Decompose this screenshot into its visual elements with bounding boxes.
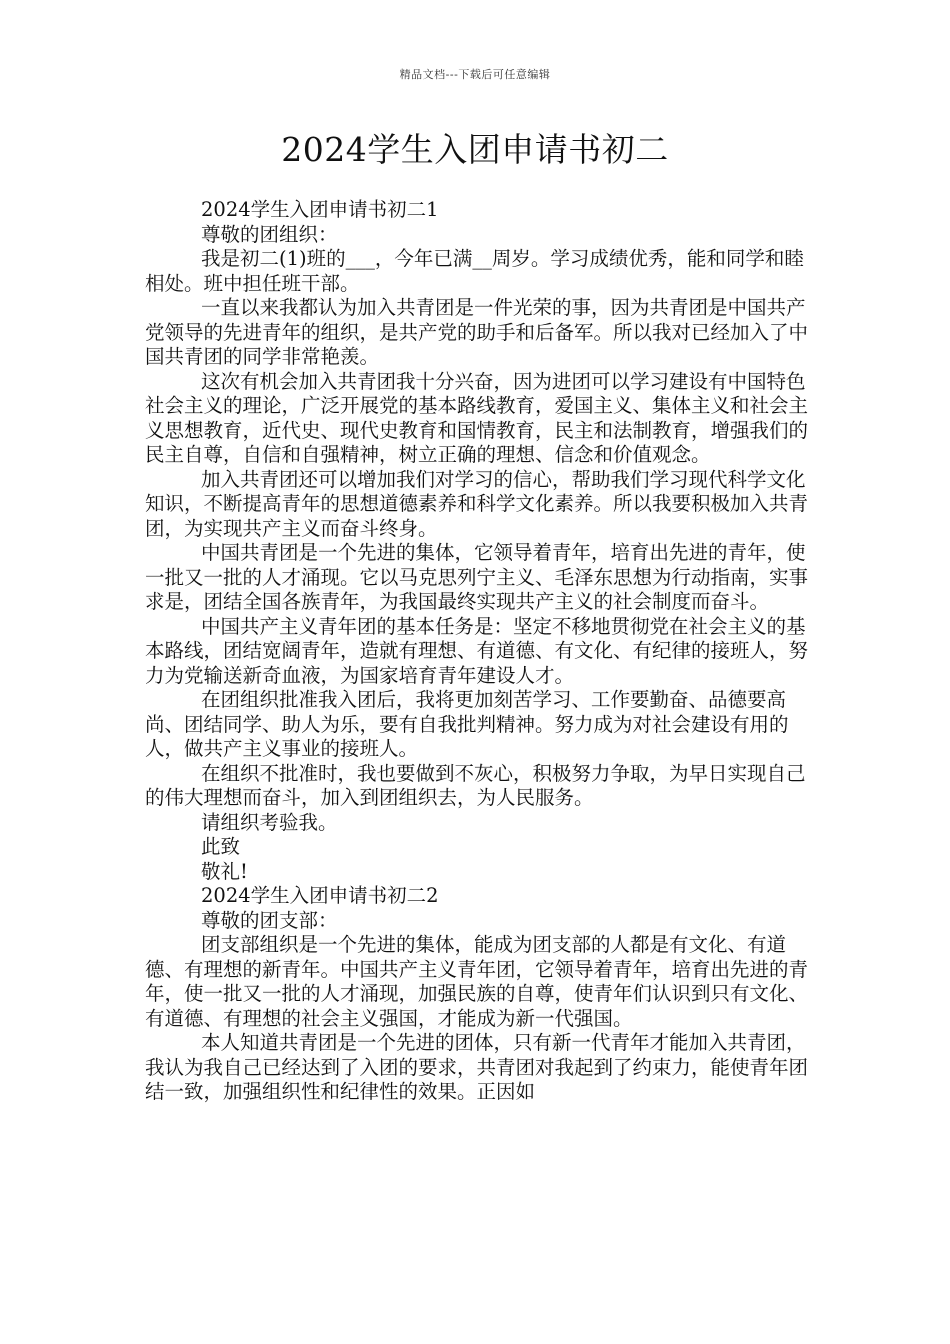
body-paragraph: 中国共产主义青年团的基本任务是：坚定不移地贯彻党在社会主义的基本路线，团结宽阔青年，造就有理想、有道德、有文化、有纪律的接班人，努力为党输送新奇血液，为国家培育青年建设人才。 [145, 614, 809, 687]
section-heading: 2024学生入团申请书初二1 [201, 198, 439, 221]
salutation: 尊敬的团组织： [201, 222, 338, 246]
document-body [145, 198, 810, 1105]
body-paragraph: 加入共青团还可以增加我们对学习的信心，帮助我们学习现代科学文化知识，不断提高青年的思想道德素养和科学文化素养。所以我要积极加入共青团，为实现共产主义而奋斗终身。 [145, 467, 809, 540]
header-note: 精品文档---下载后可任意编辑 [399, 68, 551, 81]
body-paragraph: 我是初二(1)班的___，今年已满__周岁。学习成绩优秀，能和同学和睦相处。班中担任班干部。 [145, 247, 804, 295]
closing-line: 此致 [201, 835, 241, 858]
salutation: 尊敬的团支部： [201, 908, 338, 932]
document-title: 2024学生入团申请书初二 [281, 130, 669, 169]
section-heading: 2024学生入团申请书初二2 [201, 884, 439, 907]
body-paragraph: 中国共青团是一个先进的集体，它领导着青年，培育出先进的青年，使一批又一批的人才涌现。它以马克思列宁主义、毛泽东思想为行动指南，实事求是，团结全国各族青年，为我国最终实现共产主义的社会制度而奋斗。 [145, 541, 809, 613]
body-paragraph: 本人知道共青团是一个先进的团体，只有新一代青年才能加入共青团，我认为我自己已经达到了入团的要求，共青团对我起到了约束力，能使青年团结一致，加强组织性和纪律性的效果。正因如 [145, 1031, 809, 1103]
closing-line: 请组织考验我。 [201, 810, 338, 834]
body-paragraph: 这次有机会加入共青团我十分兴奋，因为进团可以学习建设有中国特色社会主义的理论，广泛开展党的基本路线教育，爱国主义、集体主义和社会主义思想教育，近代史、现代史教育和国情教育，民主和法制教育，增强我们的民主自尊，自信和自强精神，树立正确的理想、信念和价值观念。 [145, 369, 809, 466]
closing-line: 敬礼! [201, 859, 248, 883]
body-paragraph: 在组织不批准时，我也要做到不灰心，积极努力争取，为早日实现自己的伟大理想而奋斗，加入到团组织去，为人民服务。 [145, 761, 806, 809]
body-paragraph: 团支部组织是一个先进的集体，能成为团支部的人都是有文化、有道德、有理想的新青年。中国共产主义青年团，它领导着青年，培育出先进的青年，使一批又一批的人才涌现，加强民族的自尊，使青年们认识到只有文化、有道德、有理想的社会主义强国，才能成为新一代强国。 [145, 933, 809, 1030]
body-paragraph: 在团组织批准我入团后，我将更加刻苦学习、工作要勤奋、品德要高尚、团结同学、助人为乐，要有自我批判精神。努力成为对社会建设有用的人，做共产主义事业的接班人。 [145, 688, 789, 760]
body-paragraph: 一直以来我都认为加入共青团是一件光荣的事，因为共青团是中国共产党领导的先进青年的组织，是共产党的助手和后备军。所以我对已经加入了中国共青团的同学非常艳羡。 [145, 296, 809, 368]
